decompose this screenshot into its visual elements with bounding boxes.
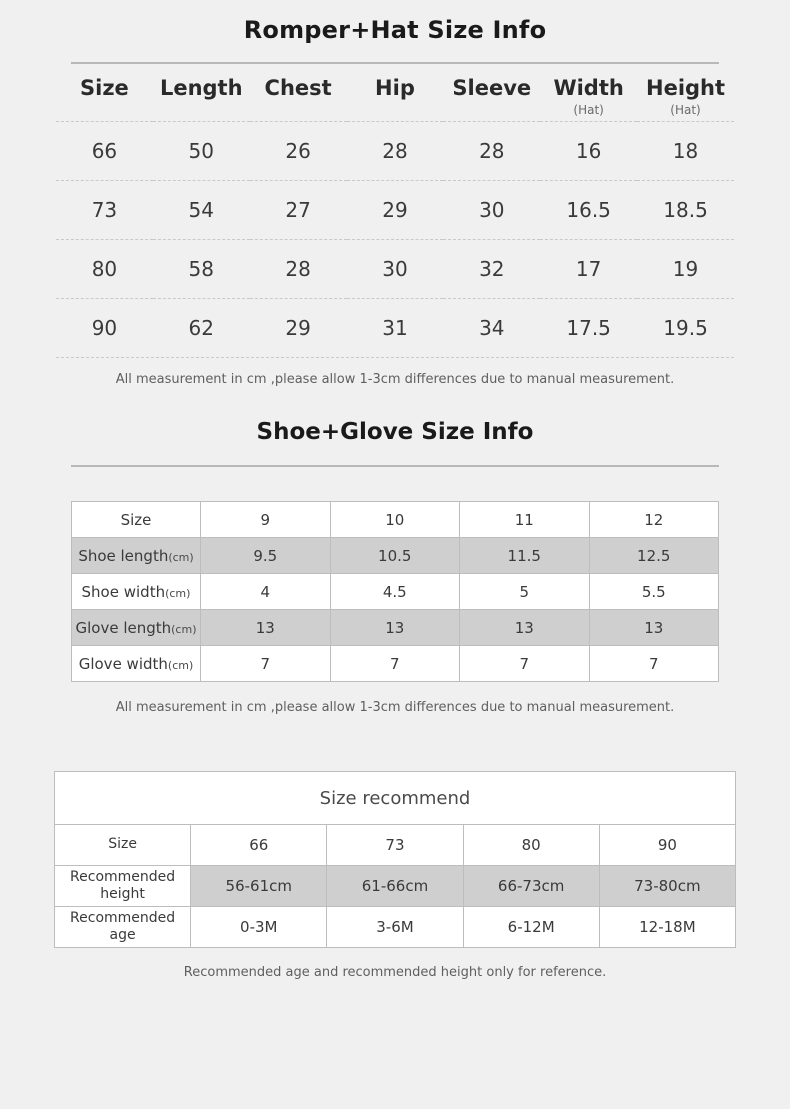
recommend-cell: 3-6M (327, 907, 463, 948)
shoe-cell: 11.5 (460, 538, 590, 574)
shoe-cell: 12 (589, 502, 719, 538)
romper-header-width-sub: (Hat) (573, 103, 604, 117)
table-row (56, 299, 734, 358)
shoe-row-label-text: Shoe length (78, 546, 169, 565)
size-recommend-table (54, 771, 736, 948)
table-row (55, 866, 736, 907)
romper-cell: 31 (347, 299, 444, 358)
recommend-cell: 66 (191, 825, 327, 866)
size-recommend-section (0, 771, 790, 980)
shoe-cell: 7 (460, 646, 590, 682)
shoe-cell: 13 (330, 610, 460, 646)
shoe-cell: 13 (201, 610, 331, 646)
recommend-cell: 73 (327, 825, 463, 866)
romper-cell: 29 (347, 181, 444, 240)
romper-header-width (540, 64, 637, 122)
shoe-cell: 10.5 (330, 538, 460, 574)
shoe-title-divider (71, 465, 719, 467)
recommend-note: Recommended age and recommended height only for reference. (183, 965, 607, 980)
table-row (56, 240, 734, 299)
shoe-glove-size-table (71, 501, 719, 682)
romper-header-chest (250, 64, 347, 122)
shoe-cell: 10 (330, 502, 460, 538)
shoe-row-label-text: Glove width (78, 654, 168, 673)
shoe-cell: 11 (460, 502, 590, 538)
romper-table-bottom-divider (56, 357, 734, 358)
romper-size-section (0, 0, 790, 387)
shoe-row-label (72, 574, 201, 610)
romper-header-row (56, 64, 734, 122)
recommend-cell: 90 (599, 825, 735, 866)
shoe-row-label-unit: (cm) (167, 658, 194, 672)
shoe-cell: 4.5 (330, 574, 460, 610)
romper-cell: 27 (250, 181, 347, 240)
romper-header-chest-label: Chest (264, 76, 332, 100)
table-row (72, 610, 719, 646)
romper-cell: 18.5 (637, 181, 734, 240)
table-row (55, 907, 736, 948)
recommend-title: Size recommend (55, 772, 736, 825)
shoe-cell: 5 (460, 574, 590, 610)
table-row (56, 181, 734, 240)
table-row (55, 772, 736, 825)
recommend-cell: 6-12M (463, 907, 599, 948)
shoe-cell: 5.5 (589, 574, 719, 610)
romper-header-height-sub: (Hat) (670, 103, 701, 117)
table-row (56, 122, 734, 181)
romper-cell: 18 (637, 122, 734, 181)
shoe-cell: 4 (201, 574, 331, 610)
shoe-row-label (72, 610, 201, 646)
romper-cell: 32 (443, 240, 540, 299)
romper-header-width-label: Width (553, 76, 624, 100)
shoe-row-label-text: Glove length (75, 618, 172, 637)
romper-header-height-label: Height (646, 76, 726, 100)
shoe-row-label-text: Shoe width (81, 582, 166, 601)
romper-cell: 30 (443, 181, 540, 240)
romper-cell: 16 (540, 122, 637, 181)
shoe-row-label (72, 538, 201, 574)
romper-header-hip-label: Hip (375, 76, 415, 100)
romper-cell: 90 (56, 299, 153, 358)
romper-cell: 26 (250, 122, 347, 181)
romper-cell: 58 (153, 240, 250, 299)
romper-header-height (637, 64, 734, 122)
romper-cell: 62 (153, 299, 250, 358)
recommend-cell: 56-61cm (191, 866, 327, 907)
romper-header-length-label: Length (159, 76, 243, 100)
romper-measurement-note: All measurement in cm ,please allow 1-3cm differences due to manual measurement. (115, 372, 675, 387)
recommend-cell: 66-73cm (463, 866, 599, 907)
table-row (72, 502, 719, 538)
shoe-row-label (72, 502, 201, 538)
romper-header-hip (347, 64, 444, 122)
shoe-cell: 9 (201, 502, 331, 538)
romper-size-table (56, 64, 734, 357)
recommend-cell: 80 (463, 825, 599, 866)
recommend-row-label: Size (55, 825, 191, 866)
romper-cell: 28 (347, 122, 444, 181)
table-row (72, 538, 719, 574)
romper-header-size (56, 64, 153, 122)
romper-header-size-label: Size (80, 76, 129, 100)
romper-header-sleeve (443, 64, 540, 122)
shoe-cell: 12.5 (589, 538, 719, 574)
romper-cell: 19.5 (637, 299, 734, 358)
romper-cell: 34 (443, 299, 540, 358)
shoe-glove-size-section (0, 419, 790, 715)
shoe-cell: 13 (589, 610, 719, 646)
table-row (55, 825, 736, 866)
romper-cell: 66 (56, 122, 153, 181)
shoe-measurement-note: All measurement in cm ,please allow 1-3cm differences due to manual measurement. (115, 700, 675, 715)
recommend-row-label: Recommended height (55, 866, 191, 907)
romper-cell: 16.5 (540, 181, 637, 240)
shoe-row-label (72, 646, 201, 682)
romper-cell: 80 (56, 240, 153, 299)
recommend-cell: 0-3M (191, 907, 327, 948)
romper-cell: 28 (250, 240, 347, 299)
romper-header-length (153, 64, 250, 122)
romper-cell: 54 (153, 181, 250, 240)
romper-cell: 19 (637, 240, 734, 299)
shoe-cell: 9.5 (201, 538, 331, 574)
romper-cell: 17.5 (540, 299, 637, 358)
shoe-row-label-unit: (cm) (168, 550, 194, 564)
shoe-section-title: Shoe+Glove Size Info (256, 419, 534, 445)
recommend-cell: 12-18M (599, 907, 735, 948)
romper-section-title: Romper+Hat Size Info (243, 16, 547, 44)
shoe-cell: 7 (589, 646, 719, 682)
shoe-cell: 7 (201, 646, 331, 682)
romper-cell: 17 (540, 240, 637, 299)
romper-header-sleeve-label: Sleeve (452, 76, 532, 100)
recommend-cell: 61-66cm (327, 866, 463, 907)
shoe-cell: 13 (460, 610, 590, 646)
table-row (72, 574, 719, 610)
recommend-row-label: Recommended age (55, 907, 191, 948)
shoe-row-label-unit: (cm) (165, 586, 191, 600)
shoe-cell: 7 (330, 646, 460, 682)
table-row (72, 646, 719, 682)
recommend-cell: 73-80cm (599, 866, 735, 907)
romper-cell: 29 (250, 299, 347, 358)
shoe-row-label-unit: (cm) (171, 622, 197, 636)
romper-cell: 73 (56, 181, 153, 240)
shoe-row-label-text: Size (120, 510, 152, 529)
romper-cell: 28 (443, 122, 540, 181)
romper-cell: 50 (153, 122, 250, 181)
romper-cell: 30 (347, 240, 444, 299)
